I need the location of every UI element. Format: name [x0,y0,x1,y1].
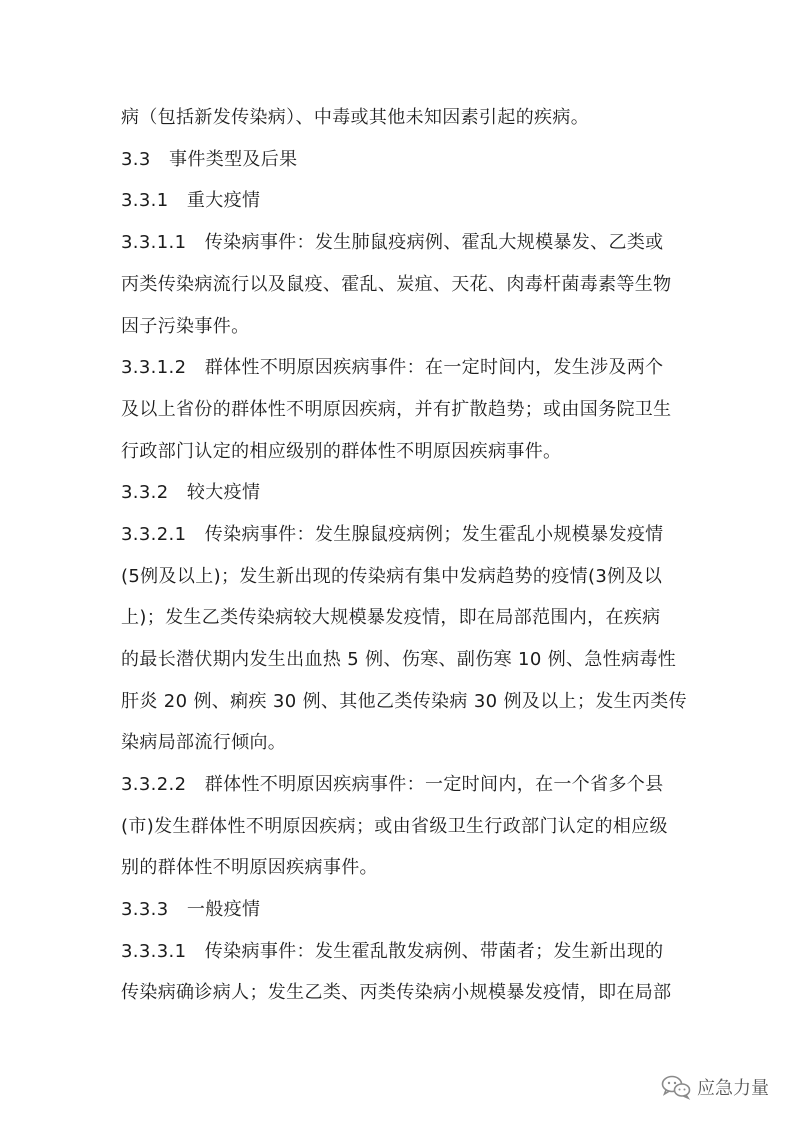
text-line: 别的群体性不明原因疾病事件。 [121,857,378,878]
text-line: 行政部门认定的相应级别的群体性不明原因疾病事件。 [121,441,562,462]
text-line: 上)；发生乙类传染病较大规模暴发疫情，即在局部范围内，在疾病 [121,607,661,628]
section-heading: 3.3.2 较大疫情 [121,482,261,503]
text-line: 病（包括新发传染病）、中毒或其他未知因素引起的疾病。 [121,107,590,128]
section-heading: 3.3.1 重大疫情 [121,190,261,211]
text-line: 及以上省份的群体性不明原因疾病，并有扩散趋势；或由国务院卫生 [121,399,672,420]
text-line: (5例及以上)；发生新出现的传染病有集中发病趋势的疫情(3例及以 [121,566,663,587]
text-line: 肝炎 20 例、痢疾 30 例、其他乙类传染病 30 例及以上；发生丙类传 [121,691,687,712]
text-line: 3.3.3.1 传染病事件：发生霍乱散发病例、带菌者；发生新出现的 [121,941,664,962]
text-line: (市)发生群体性不明原因疾病；或由省级卫生行政部门认定的相应级 [121,816,668,837]
text-line: 3.3.1.2 群体性不明原因疾病事件：在一定时间内，发生涉及两个 [121,357,664,378]
wechat-icon [661,1074,691,1100]
text-line: 因子污染事件。 [121,316,250,337]
section-heading: 3.3 事件类型及后果 [121,149,298,170]
text-line: 染病局部流行倾向。 [121,732,287,753]
text-line: 丙类传染病流行以及鼠疫、霍乱、炭疽、天花、肉毒杆菌毒素等生物 [121,274,672,295]
text-line: 传染病确诊病人；发生乙类、丙类传染病小规模暴发疫情，即在局部 [121,982,672,1003]
text-line: 3.3.2.1 传染病事件：发生腺鼠疫病例；发生霍乱小规模暴发疫情 [121,524,664,545]
text-line: 3.3.2.2 群体性不明原因疾病事件：一定时间内，在一个省多个县 [121,774,664,795]
section-heading: 3.3.3 一般疫情 [121,899,261,920]
watermark-label: 应急力量 [697,1078,769,1099]
watermark [661,1074,769,1100]
text-line: 3.3.1.1 传染病事件：发生肺鼠疫病例、霍乱大规模暴发、乙类或 [121,232,664,253]
text-line: 的最长潜伏期内发生出血热 5 例、伤寒、副伤寒 10 例、急性病毒性 [121,649,677,670]
